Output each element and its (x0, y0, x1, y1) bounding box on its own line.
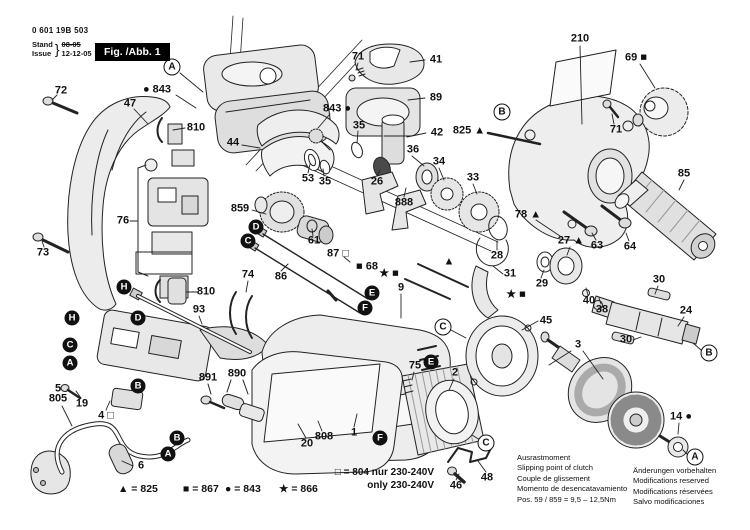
stand-label: Stand (32, 40, 53, 49)
assembly-badge-d: D (249, 220, 264, 235)
modifications-note-line: Änderungen vorbehalten (633, 466, 717, 475)
part-label: 34 (432, 155, 446, 168)
part-label: 41 (429, 53, 443, 66)
part-label: 75 (408, 359, 422, 372)
assembly-badge-c: C (478, 435, 495, 452)
part-label: 890 (227, 367, 247, 380)
assembly-badge-c: C (435, 319, 452, 336)
part-label: 42 (430, 126, 444, 139)
variant-note-line1: □ = 804 nur 230-240V (334, 467, 434, 478)
part-label: 63 (590, 239, 604, 252)
part-label: 14 ● (670, 410, 692, 423)
part-label: 61 (307, 234, 321, 247)
part-label: 71 (351, 50, 365, 63)
part-label: 6 (137, 459, 145, 472)
screw-72 (43, 97, 77, 113)
gear-housing-right (488, 96, 649, 247)
assembly-badge-e: E (424, 355, 439, 370)
issue-value: 12-12-05 (61, 49, 92, 59)
brush-assembly (130, 118, 208, 298)
part-label: 810 (186, 121, 206, 134)
part-label: 47 (123, 97, 137, 110)
legend-item: ▲ = 825 (118, 483, 158, 495)
part-label: ▲ (443, 255, 455, 268)
assembly-badge-e: E (365, 286, 380, 301)
assembly-badge-b: B (494, 104, 511, 121)
part-label: 26 (370, 175, 384, 188)
part-label: ● 843 (142, 83, 172, 96)
modifications-note-line: Modifications reserved (633, 476, 709, 486)
assembly-badge-f: F (358, 301, 373, 316)
part-label: 89 (429, 91, 443, 104)
part-label: 29 (535, 277, 549, 290)
assembly-badge-a: A (63, 356, 78, 371)
part-label: 808 (314, 430, 334, 443)
clutch-note-line: Slipping point of clutch (517, 463, 593, 473)
part-label: 74 (241, 268, 255, 281)
part-label: 4 □ (98, 409, 114, 422)
armature (541, 332, 688, 457)
assembly-badge-h: H (65, 311, 80, 326)
part-label: 888 (394, 196, 414, 209)
assembly-badge-d: D (131, 311, 146, 326)
variant-note-line2: only 230-240V (367, 479, 434, 491)
part-label: 78 ▲ (514, 208, 542, 221)
part-label: 36 (406, 143, 420, 156)
part-label: ★ ■ (379, 267, 399, 280)
part-label: 33 (466, 171, 480, 184)
part-label: 5 (54, 382, 62, 395)
part-label: 30 (619, 333, 633, 346)
part-label: 3 (574, 338, 582, 351)
assembly-badge-b: B (170, 431, 185, 446)
assembly-badge-c: C (63, 338, 78, 353)
part-label: 810 (196, 285, 216, 298)
clutch-note-line: Momento de desencatavamiento (517, 484, 628, 494)
legend-item: ● = 843 (225, 483, 261, 495)
part-label: 24 (679, 304, 693, 317)
assembly-badge-a: A (161, 447, 176, 462)
part-label: 2 (451, 366, 459, 379)
part-label: 891 (198, 371, 218, 384)
assembly-badge-c: C (241, 234, 256, 249)
switch-module (61, 309, 268, 410)
front-cover (252, 352, 402, 474)
part-label: 9 (397, 281, 405, 294)
part-label: 64 (623, 240, 637, 253)
part-label: 40 (582, 294, 596, 307)
revision-brace: } (54, 41, 60, 58)
clutch-note-line: Ausrastmoment (517, 453, 571, 462)
part-label: 72 (54, 84, 68, 97)
part-label: 35 (352, 119, 366, 132)
modifications-note-line: Modifications réservées (633, 486, 713, 496)
part-label: 210 (570, 32, 590, 45)
part-label: ■ 68 (356, 260, 378, 273)
part-label: 19 (75, 397, 89, 410)
modifications-note-line: Salvo modificaciones (633, 497, 705, 507)
part-label: 20 (300, 437, 314, 450)
variant-note (316, 467, 434, 492)
title-block (32, 26, 92, 59)
part-label: 86 (274, 270, 288, 283)
part-label: 38 (595, 303, 609, 316)
part-label: 76 (116, 214, 130, 227)
part-label: 71 (609, 123, 623, 136)
legend-item: ★ = 866 (279, 483, 318, 495)
assembly-badge-a: A (164, 59, 181, 76)
document-number: 0 601 19B 503 (32, 26, 89, 35)
part-label: 45 (539, 314, 553, 327)
clutch-note-line: Couple de glissement (517, 473, 591, 483)
issue-label: Issue (32, 49, 52, 59)
stand-value: 08-05 (61, 40, 81, 49)
part-label: 1 (350, 426, 358, 439)
part-label: 73 (36, 246, 50, 259)
part-label: 805 (48, 392, 68, 405)
modifications-note (633, 466, 716, 508)
part-label: 825 ▲ (452, 124, 486, 137)
part-label: 46 (449, 479, 463, 492)
part-label: 28 (490, 249, 504, 262)
clutch-note-line: Pos. 59 / 859 = 9,5 – 12,5Nm (517, 494, 616, 504)
part-label: 85 (677, 167, 691, 180)
part-label: 859 (230, 202, 250, 215)
assembly-badge-b: B (131, 379, 146, 394)
part-label: 35 (318, 175, 332, 188)
revision-block (32, 40, 92, 59)
legend-item: ■ = 867 (183, 483, 219, 495)
part-label: 48 (480, 471, 494, 484)
part-label: 69 ■ (625, 51, 647, 64)
assembly-badge-h: H (117, 280, 132, 295)
part-label: 27 ▲ (557, 234, 585, 247)
part-label: 44 (226, 136, 240, 149)
assembly-badge-a: A (687, 449, 704, 466)
clutch-note (517, 453, 627, 505)
assembly-badge-b: B (701, 345, 718, 362)
part-label: 93 (192, 303, 206, 316)
part-label: 53 (301, 172, 315, 185)
part-label: 30 (652, 273, 666, 286)
part-label: 31 (503, 267, 517, 280)
part-label: 843 ● (322, 102, 352, 115)
figure-label: Fig. /Abb. 1 (95, 43, 170, 61)
part-label: ★ ■ (506, 288, 526, 301)
part-label: 87 □ (327, 247, 349, 260)
assembly-badge-f: F (373, 431, 388, 446)
